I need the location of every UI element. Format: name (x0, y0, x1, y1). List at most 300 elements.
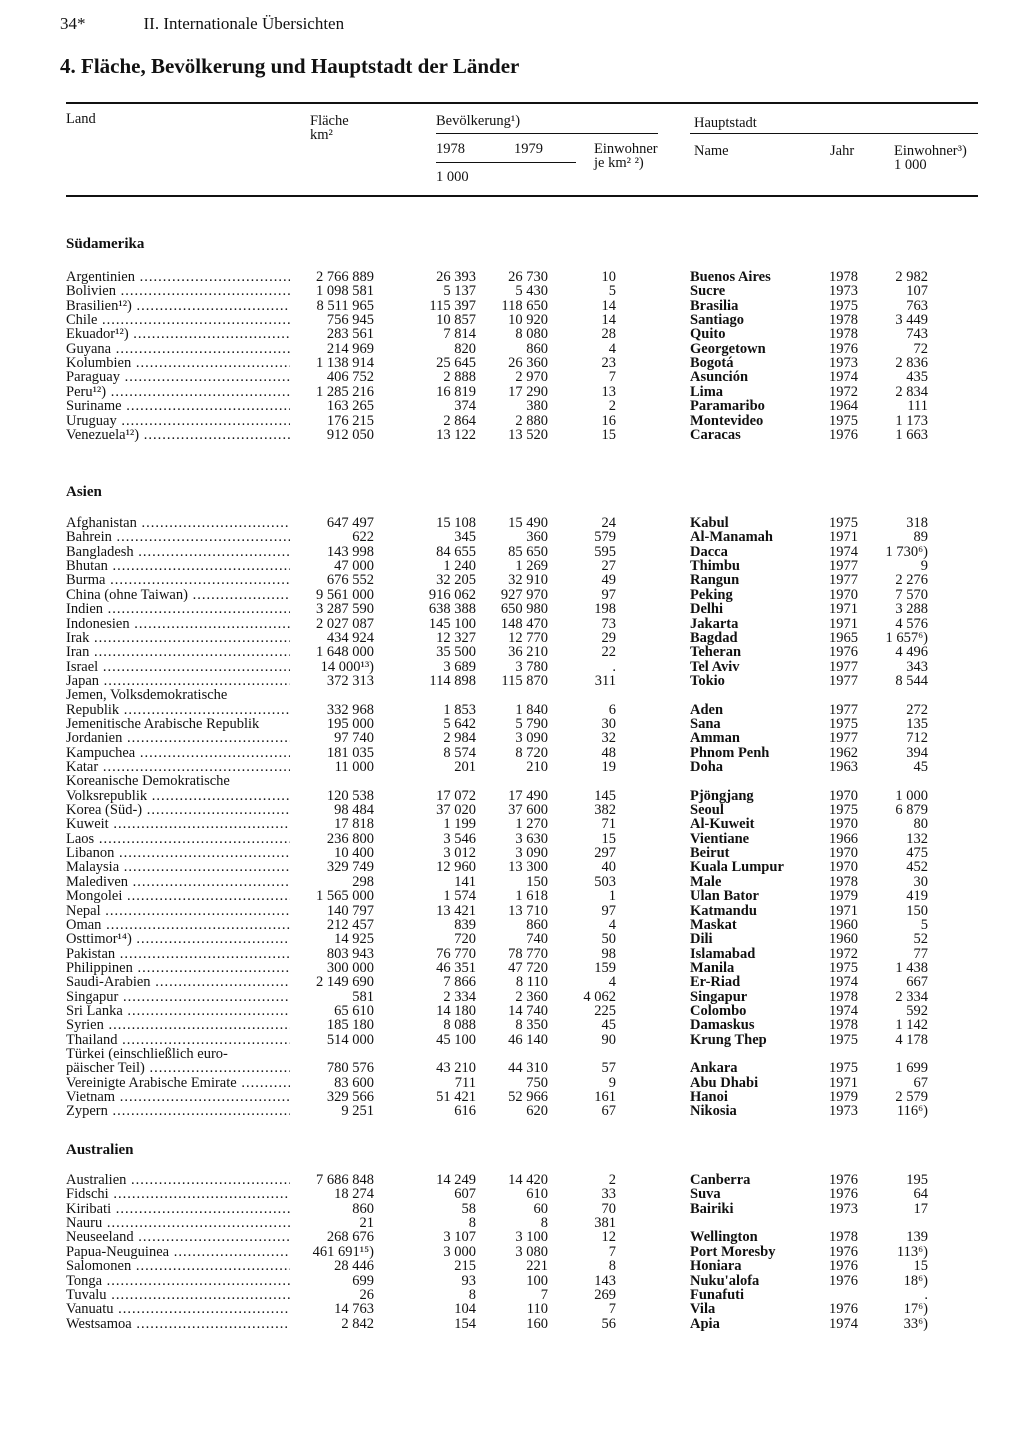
cell-dens: 71 (601, 816, 616, 833)
cell-cap: Phnom Penh (690, 744, 770, 761)
cell-p78: 3 000 (443, 1243, 476, 1260)
cell-p78: 104 (454, 1301, 476, 1318)
table-row (0, 932, 1024, 946)
cell-inh: 89 (913, 529, 928, 546)
cell-land: Burma ..... (66, 573, 290, 587)
cell-p78: 711 (454, 1074, 476, 1091)
table-row (0, 832, 1024, 846)
cell-cap: Maskat (690, 916, 737, 933)
cell-p79: 650 980 (500, 601, 548, 618)
cell-year: 1978 (829, 988, 858, 1005)
cell-p79: 5 430 (515, 283, 548, 300)
cell-land: Bangladesh ..... (66, 545, 290, 559)
cell-year: 1975 (829, 802, 858, 818)
cell-area: 97 740 (334, 730, 374, 747)
table-row (0, 327, 1024, 341)
cell-dens: 16 (601, 412, 616, 429)
cell-inh: 72 (913, 340, 928, 357)
cell-p79: 860 (526, 916, 548, 933)
header-einwohner-cap-unit: 1 000 (894, 157, 927, 173)
cell-cap: Nikosia (690, 1103, 737, 1120)
cell-land: Uruguay ..... (66, 414, 290, 428)
cell-area: 236 800 (326, 830, 374, 847)
running-header (60, 14, 344, 34)
cell-p79: 37 600 (508, 802, 548, 818)
cell-land: Republik ..... (66, 703, 290, 717)
cell-year: 1974 (829, 369, 858, 386)
cell-p78: 3 107 (443, 1229, 476, 1246)
cell-cap: Vila (690, 1301, 716, 1318)
cell-land: Neuseeland ..... (66, 1230, 290, 1244)
cell-dens: 225 (594, 1002, 616, 1019)
cell-p78: 12 327 (436, 629, 476, 646)
cell-cap: Bagdad (690, 629, 738, 646)
table-row (0, 428, 1024, 442)
table-row (0, 817, 1024, 831)
cell-p78: 720 (454, 931, 476, 948)
table-row (0, 270, 1024, 284)
cell-land: Saudi-Arabien ..... (66, 975, 290, 989)
cell-land: Zypern ..... (66, 1104, 290, 1118)
cell-p78: 93 (461, 1272, 476, 1289)
cell-year: 1976 (829, 1243, 858, 1260)
cell-year: 1975 (829, 715, 858, 732)
cell-year: 1970 (829, 816, 858, 833)
cell-land: Volksrepublik ..... (66, 789, 290, 803)
cell-year: 1971 (829, 529, 858, 546)
cell-area: 65 610 (334, 1002, 374, 1019)
cell-dens: 32 (601, 730, 616, 747)
cell-land: Korea (Süd-) ..... (66, 803, 290, 817)
cell-year: 1960 (829, 916, 858, 933)
table-row (0, 342, 1024, 356)
table-row (0, 760, 1024, 774)
cell-dens: 143 (594, 1272, 616, 1289)
cell-p79: 360 (526, 529, 548, 546)
table-row (0, 399, 1024, 413)
cell-p78: 115 397 (429, 297, 476, 314)
cell-year: 1975 (829, 1060, 858, 1077)
table-row (0, 717, 1024, 731)
cell-year: 1971 (829, 902, 858, 919)
cell-land: Westsamoa ..... (66, 1317, 290, 1331)
cell-p78: 1 853 (443, 701, 476, 718)
cell-p78: 7 814 (443, 326, 476, 343)
cell-p79: 110 (526, 1301, 548, 1318)
cell-land: Malaysia ..... (66, 860, 290, 874)
cell-area: 18 274 (334, 1186, 374, 1203)
header-bottom-rule (66, 195, 978, 197)
cell-p79: 1 269 (515, 558, 548, 574)
cell-inh: 17⁶) (903, 1301, 928, 1318)
cell-area: 2 842 (341, 1315, 374, 1332)
cell-inh: 1 173 (895, 412, 928, 429)
cell-year: 1972 (829, 383, 858, 400)
header-hauptstadt: Hauptstadt (694, 115, 757, 131)
cell-inh: 45 (913, 759, 928, 775)
cell-dens: 6 (608, 701, 616, 718)
table-row (0, 516, 1024, 530)
cell-dens: 579 (594, 529, 616, 546)
cell-inh: 763 (906, 297, 928, 314)
cell-dens: 10 (601, 269, 616, 285)
cell-p78: 374 (454, 398, 476, 415)
cell-cap: Krung Thep (690, 1031, 767, 1048)
cell-p79: 2 880 (515, 412, 548, 429)
cell-p78: 25 645 (436, 355, 476, 372)
cell-p79: 10 920 (508, 312, 548, 329)
cell-cap: Montevideo (690, 412, 764, 429)
cell-inh: 3 449 (895, 312, 928, 329)
cell-area: 21 (359, 1215, 374, 1231)
cell-land: Ekuador¹²) ..... (66, 327, 290, 341)
cell-area: 8 511 965 (316, 297, 374, 314)
cell-p79: 36 210 (508, 644, 548, 661)
cell-p78: 2 334 (443, 988, 476, 1005)
cell-p78: 3 012 (443, 845, 476, 861)
cell-dens: 7 (608, 1243, 616, 1260)
cell-land: Indonesien ..... (66, 617, 290, 631)
cell-area: 3 287 590 (316, 601, 374, 618)
cell-land: Papua-Neuguinea ..... (66, 1245, 290, 1259)
table-row (0, 1216, 1024, 1230)
header-name: Name (694, 143, 729, 159)
cell-year: 1963 (829, 759, 858, 775)
table-row (0, 602, 1024, 616)
cell-area: 860 (352, 1200, 374, 1217)
cell-p78: 638 388 (428, 601, 476, 618)
cell-area: 26 (359, 1286, 374, 1303)
cell-land: Tuvalu ..... (66, 1288, 290, 1302)
cell-p79: 118 650 (501, 297, 548, 314)
cell-land: Osttimor¹⁴) ..... (66, 932, 290, 946)
cell-year: 1978 (829, 312, 858, 329)
cell-p79: 44 310 (508, 1060, 548, 1077)
cell-dens: 9 (608, 1074, 616, 1091)
cell-cap: Apia (690, 1315, 720, 1332)
cell-cap: Port Moresby (690, 1243, 776, 1260)
cell-cap: Katmandu (690, 902, 757, 919)
cell-year: 1978 (829, 873, 858, 890)
cell-cap: Delhi (690, 601, 724, 618)
cell-year: 1977 (829, 558, 858, 574)
cell-area: 647 497 (326, 515, 374, 531)
cell-inh: 394 (906, 744, 928, 761)
cell-p79: 8 080 (515, 326, 548, 343)
cell-land: Vanuatu ..... (66, 1302, 290, 1316)
cell-area: 1 138 914 (316, 355, 374, 372)
cell-p78: 51 421 (436, 1089, 476, 1105)
cell-cap: Funafuti (690, 1286, 744, 1303)
cell-land: Brasilien¹²) ..... (66, 299, 290, 313)
cell-dens: 27 (601, 558, 616, 574)
cell-dens: 161 (594, 1089, 616, 1105)
cell-area: 622 (352, 529, 374, 546)
cell-cap: Damaskus (690, 1017, 755, 1034)
cell-land: Suriname ..... (66, 399, 290, 413)
cell-p79: 52 966 (508, 1089, 548, 1105)
cell-cap: Kuala Lumpur (690, 859, 784, 876)
cell-p79: 3 090 (515, 730, 548, 747)
cell-inh: 452 (906, 859, 928, 876)
cell-land: Kuweit ..... (66, 817, 290, 831)
cell-year: 1973 (829, 1103, 858, 1120)
cell-year: 1970 (829, 787, 858, 804)
cell-dens: 4 (608, 916, 616, 933)
cell-land: Salomonen ..... (66, 1259, 290, 1273)
table-row (0, 1061, 1024, 1075)
table-row (0, 975, 1024, 989)
cell-p79: 60 (533, 1200, 548, 1217)
cell-dens: 67 (601, 1103, 616, 1120)
table-row (0, 299, 1024, 313)
cell-p78: 45 100 (436, 1031, 476, 1048)
cell-inh: 52 (913, 931, 928, 948)
cell-area: 780 576 (326, 1060, 374, 1077)
cell-year: 1964 (829, 398, 858, 415)
cell-dens: 4 (608, 340, 616, 357)
cell-p78: 15 108 (436, 515, 476, 531)
cell-p78: 16 819 (436, 383, 476, 400)
cell-p78: 13 122 (436, 426, 476, 443)
cell-land: China (ohne Taiwan) ..... (66, 588, 290, 602)
header-bevoelkerung: Bevölkerung¹) (436, 113, 521, 129)
cell-land: Kampuchea ..... (66, 746, 290, 760)
cell-area: 11 000 (334, 759, 374, 775)
cell-inh: 592 (906, 1002, 928, 1019)
cell-dens: 48 (601, 744, 616, 761)
cell-p78: 17 072 (436, 787, 476, 804)
cell-area: 283 561 (326, 326, 374, 343)
cell-land: Vereinigte Arabische Emirate ..... (66, 1076, 290, 1090)
cell-cap: Wellington (690, 1229, 758, 1246)
cell-cap: Ankara (690, 1060, 738, 1077)
header-einwohner: Einwohner (594, 141, 658, 157)
cell-p79: 14 740 (508, 1002, 548, 1019)
cell-p78: 26 393 (436, 269, 476, 285)
cell-cap: Hanoi (690, 1089, 728, 1105)
cell-inh: 2 836 (895, 355, 928, 372)
cell-inh: . (924, 1286, 928, 1303)
table-row (0, 1274, 1024, 1288)
cell-dens: 503 (594, 873, 616, 890)
cell-p78: 46 351 (436, 959, 476, 976)
cell-inh: 135 (906, 715, 928, 732)
table-row (0, 803, 1024, 817)
cell-inh: 1 663 (895, 426, 928, 443)
cell-p78: 916 062 (428, 586, 476, 603)
cell-year: 1966 (829, 830, 858, 847)
cell-year: 1978 (829, 269, 858, 285)
cell-area: 1 648 000 (316, 644, 374, 661)
cell-dens: 269 (594, 1286, 616, 1303)
page-number: 34* (60, 14, 86, 33)
cell-p79: 3 080 (515, 1243, 548, 1260)
cell-p78: 3 546 (443, 830, 476, 847)
table-row (0, 860, 1024, 874)
cell-p78: 215 (454, 1258, 476, 1275)
cell-land: Jordanien ..... (66, 731, 290, 745)
cell-area: 195 000 (326, 715, 374, 732)
cell-p78: 2 984 (443, 730, 476, 747)
cell-cap: Tokio (690, 672, 725, 689)
cell-p79: 78 770 (508, 945, 548, 962)
cell-inh: 8 544 (895, 672, 928, 689)
cell-cap: Ulan Bator (690, 888, 759, 905)
table-row (0, 545, 1024, 559)
cell-p79: 160 (526, 1315, 548, 1332)
cell-area: 300 000 (326, 959, 374, 976)
cell-p79: 927 970 (500, 586, 548, 603)
cell-area: 185 180 (326, 1017, 374, 1034)
cell-p79: 26 360 (508, 355, 548, 372)
cell-inh: 7 570 (895, 586, 928, 603)
table-row (0, 1033, 1024, 1047)
cell-p78: 7 866 (443, 974, 476, 991)
cell-year: 1975 (829, 412, 858, 429)
cell-land: Iran ..... (66, 645, 290, 659)
cell-p78: 1 199 (443, 816, 476, 833)
cell-land: Afghanistan ..... (66, 516, 290, 530)
cell-land: Bhutan ..... (66, 559, 290, 573)
cell-year: 1978 (829, 1017, 858, 1034)
cell-year: 1977 (829, 730, 858, 747)
cell-area: 214 969 (326, 340, 374, 357)
cell-year: 1977 (829, 672, 858, 689)
cell-area: 2 027 087 (316, 615, 374, 632)
table-row (0, 617, 1024, 631)
table-row (0, 904, 1024, 918)
cell-dens: 2 (608, 1172, 616, 1188)
cell-p79: 13 300 (508, 859, 548, 876)
cell-p78: 2 888 (443, 369, 476, 386)
table-row (0, 746, 1024, 760)
cell-dens: 14 (601, 297, 616, 314)
cell-area: 14 000¹³) (320, 658, 374, 675)
cell-inh: 139 (906, 1229, 928, 1246)
cell-inh: 116⁶) (896, 1103, 928, 1120)
cell-inh: 475 (906, 845, 928, 861)
cell-dens: 198 (594, 601, 616, 618)
cell-dens: 7 (608, 369, 616, 386)
cell-p79: 13 520 (508, 426, 548, 443)
cell-cap: Pjöngjang (690, 787, 754, 804)
cell-cap: Asunción (690, 369, 749, 386)
table-row (0, 1317, 1024, 1331)
cell-land: Argentinien ..... (66, 270, 290, 284)
cell-dens: 19 (601, 759, 616, 775)
cell-p78: 2 864 (443, 412, 476, 429)
cell-land: Philippinen ..... (66, 961, 290, 975)
cell-year: 1978 (829, 326, 858, 343)
region-heading: Südamerika (66, 236, 145, 252)
cell-cap: Caracas (690, 426, 741, 443)
cell-area: 14 925 (334, 931, 374, 948)
table-row (0, 370, 1024, 384)
cell-dens: 28 (601, 326, 616, 343)
table-row (0, 559, 1024, 573)
cell-year: 1972 (829, 945, 858, 962)
cell-land: Australien ..... (66, 1173, 290, 1187)
cell-cap: Teheran (690, 644, 742, 661)
cell-land: Oman ..... (66, 918, 290, 932)
cell-land: Jemenitische Arabische Republik (66, 716, 260, 731)
cell-p78: 32 205 (436, 572, 476, 589)
cell-year: 1977 (829, 658, 858, 675)
cell-year: 1971 (829, 615, 858, 632)
cell-year: 1965 (829, 629, 858, 646)
cell-inh: 80 (913, 816, 928, 833)
cell-p78: 607 (454, 1186, 476, 1203)
header-years-rule (436, 162, 576, 163)
cell-area: 140 797 (326, 902, 374, 919)
table-row (0, 385, 1024, 399)
cell-cap: Islamabad (690, 945, 756, 962)
cell-inh: 419 (906, 888, 928, 905)
cell-area: 7 686 848 (316, 1172, 374, 1188)
table-row (0, 1173, 1024, 1187)
cell-dens: 49 (601, 572, 616, 589)
cell-cap: Rangun (690, 572, 740, 589)
table-row (0, 356, 1024, 370)
cell-land: Kolumbien ..... (66, 356, 290, 370)
cell-dens: 22 (601, 644, 616, 661)
cell-dens: 381 (594, 1215, 616, 1231)
cell-p78: 58 (461, 1200, 476, 1217)
cell-p78: 154 (454, 1315, 476, 1332)
cell-p78: 35 500 (436, 644, 476, 661)
table-row (0, 875, 1024, 889)
cell-dens: 7 (608, 1301, 616, 1318)
cell-p78: 84 655 (436, 543, 476, 560)
table-row (0, 918, 1024, 932)
cell-land: Japan ..... (66, 674, 290, 688)
table-title: 4. Fläche, Bevölkerung und Hauptstadt der Länder (60, 54, 520, 78)
table-row (0, 1004, 1024, 1018)
table-row (0, 1202, 1024, 1216)
header-pop-rule (436, 133, 658, 134)
header-pop-unit: 1 000 (436, 169, 469, 185)
header-jahr: Jahr (830, 143, 855, 159)
cell-cap: Seoul (690, 802, 724, 818)
cell-cap: Aden (690, 701, 724, 718)
cell-land: Türkei (einschließlich euro- (66, 1046, 228, 1061)
cell-dens: 159 (594, 959, 616, 976)
cell-year: 1974 (829, 974, 858, 991)
cell-year: 1970 (829, 845, 858, 861)
cell-dens: 15 (601, 830, 616, 847)
cell-cap: Male (690, 873, 722, 890)
cell-year: 1976 (829, 1258, 858, 1275)
cell-p79: 26 730 (508, 269, 548, 285)
cell-inh: 3 288 (895, 601, 928, 618)
cell-cap: Sana (690, 715, 721, 732)
cell-inh: 1 730⁶) (885, 543, 928, 560)
table-row (0, 1187, 1024, 1201)
cell-land: Thailand ..... (66, 1033, 290, 1047)
cell-p78: 14 249 (436, 1172, 476, 1188)
cell-inh: 67 (913, 1074, 928, 1091)
cell-cap: Canberra (690, 1172, 751, 1188)
cell-area: 332 968 (326, 701, 374, 718)
cell-cap: Kabul (690, 515, 729, 531)
cell-dens: 14 (601, 312, 616, 329)
cell-year: 1962 (829, 744, 858, 761)
cell-p79: 13 710 (508, 902, 548, 919)
cell-land: Tonga ..... (66, 1274, 290, 1288)
cell-land: Bolivien ..... (66, 284, 290, 298)
cell-p79: 150 (526, 873, 548, 890)
